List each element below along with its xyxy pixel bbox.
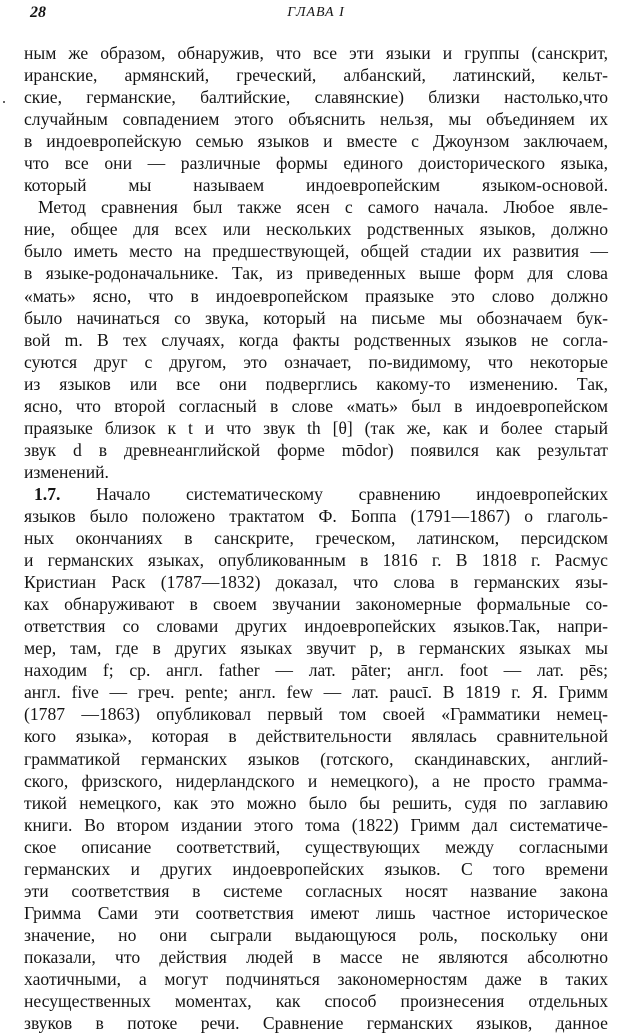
text-line: было начинаться со звука, который на письме мы обозначаем бук- xyxy=(24,307,608,328)
text-line: который мы называем индоевропейским языком-основой. xyxy=(24,175,608,196)
text-line: несущественных моментах, как способ произнесения отдельных xyxy=(24,991,608,1012)
paragraph-languages-family xyxy=(24,42,608,196)
text-line: было иметь место на предшествующей, общей стадии их развития — xyxy=(24,241,608,262)
text-line: ясно, что второй согласный в слове «мать» был в индоевропейском xyxy=(24,395,608,416)
text-line: изменений. xyxy=(24,461,109,482)
text-line: кого языка», которая в действительности являлась сравнительной xyxy=(24,726,608,747)
text-line: показали, что действия людей в массе не являются абсолютно xyxy=(24,946,608,967)
text-line: значение, но они сыграли выдающуюся роль, поскольку они xyxy=(24,924,608,945)
text-line: в индоевропейскую семью языков и вместе с Джоунзом заключаем, xyxy=(24,131,608,152)
page-header xyxy=(24,2,608,24)
text-line: иранские, армянский, греческий, албанский, латинский, кельт- xyxy=(24,65,608,86)
text-line: из языков или все они подверглись какому-то изменению. Так, xyxy=(24,373,608,394)
page-number: 28 xyxy=(30,4,46,21)
text-line xyxy=(24,483,608,505)
text-line: что все они — различные формы единого доисторического языка, xyxy=(24,153,608,174)
text-line: Метод сравнения был также ясен с самого начала. Любое явле- xyxy=(38,197,608,218)
text-line: грамматикой германских языков (готского, скандинавских, англий- xyxy=(24,748,608,769)
text-line: ответствия со словами других индоевропейских языков.Так, напри- xyxy=(24,616,608,637)
text-line: книги. Во втором издании этого тома (1822) Гримм дал систематиче- xyxy=(24,814,608,835)
text-line: ское описание соответствий, существующих между согласными xyxy=(24,836,608,857)
margin-speck xyxy=(3,101,5,103)
text-line: (1787 —1863) опубликовал первый том своей «Грамматики немец- xyxy=(24,704,608,725)
text-line: ские, германские, балтийские, славянские) близки настолько,что xyxy=(24,87,608,108)
section-1-7 xyxy=(24,483,608,1034)
text-line: хаотичными, а могут подчиняться закономерностям даже в таких xyxy=(24,968,608,989)
text-line: ках обнаруживают в своем звучании закономерные формальные со- xyxy=(24,594,608,615)
section-first-line: Начало систематическому сравнению индоевропейских xyxy=(96,483,608,504)
text-line: звук d в древнеанглийской форме mōdor) появился как результат xyxy=(24,439,608,460)
text-line: ным же образом, обнаружив, что все эти языки и группы (санскрит, xyxy=(24,43,608,63)
text-line: в языке-родоначальнике. Так, из приведенных выше форм для слова xyxy=(24,263,608,284)
text-line: ние, общее для всех или нескольких родственных языков, должно xyxy=(24,219,608,240)
section-number: 1.7. xyxy=(34,483,61,504)
text-line: языков было положено трактатом Ф. Боппа (1791—1867) о глаголь- xyxy=(24,505,608,526)
text-line: эти соответствия в системе согласных носят название закона xyxy=(24,880,608,901)
text-line: англ. five — греч. pente; англ. few — лат. paucī. В 1819 г. Я. Гримм xyxy=(24,682,608,703)
paragraph-comparison-method xyxy=(24,196,608,483)
text-line: ского, фризского, нидерландского и немецкого), а не просто грамма- xyxy=(24,770,608,791)
text-line: вой m. В тех случаях, когда факты родственных языков не согла- xyxy=(24,329,608,350)
text-line: мер, там, где в других языках звучит p, в германских языках мы xyxy=(24,638,608,659)
text-line: Кристиан Раск (1787—1832) доказал, что слова в германских язы- xyxy=(24,572,608,593)
text-line: суются друг с другом, это означает, по-видимому, что некоторые xyxy=(24,351,608,372)
body-text xyxy=(24,42,608,1034)
running-title: ГЛАВА I xyxy=(287,5,345,20)
text-line: «мать» ясно, что в индоевропейском праязыке это слово должно xyxy=(24,285,608,306)
text-line: звуков в потоке речи. Сравнение германских языков, данное xyxy=(24,1013,608,1034)
text-line: германских и других индоевропейских языков. С того времени xyxy=(24,858,608,879)
text-line: и германских языках, опубликованным в 1816 г. В 1818 г. Расмус xyxy=(24,550,608,571)
text-line: ных окончаниях в санскрите, греческом, латинском, персидском xyxy=(24,528,608,549)
text-line: находим f; ср. англ. father — лат. pāter; англ. foot — лат. pēs; xyxy=(24,660,608,681)
text-line: случайным совпадением этого объяснить нельзя, мы объединяем их xyxy=(24,109,608,130)
text-line: тикой немецкого, как это можно было бы решить, судя по заглавию xyxy=(24,792,608,813)
text-line: Гримма Сами эти соответствия имеют лишь частное историческое xyxy=(24,902,608,923)
text-line: праязыке близок к t и что звук th [θ] (так же, как и более старый xyxy=(24,417,608,438)
